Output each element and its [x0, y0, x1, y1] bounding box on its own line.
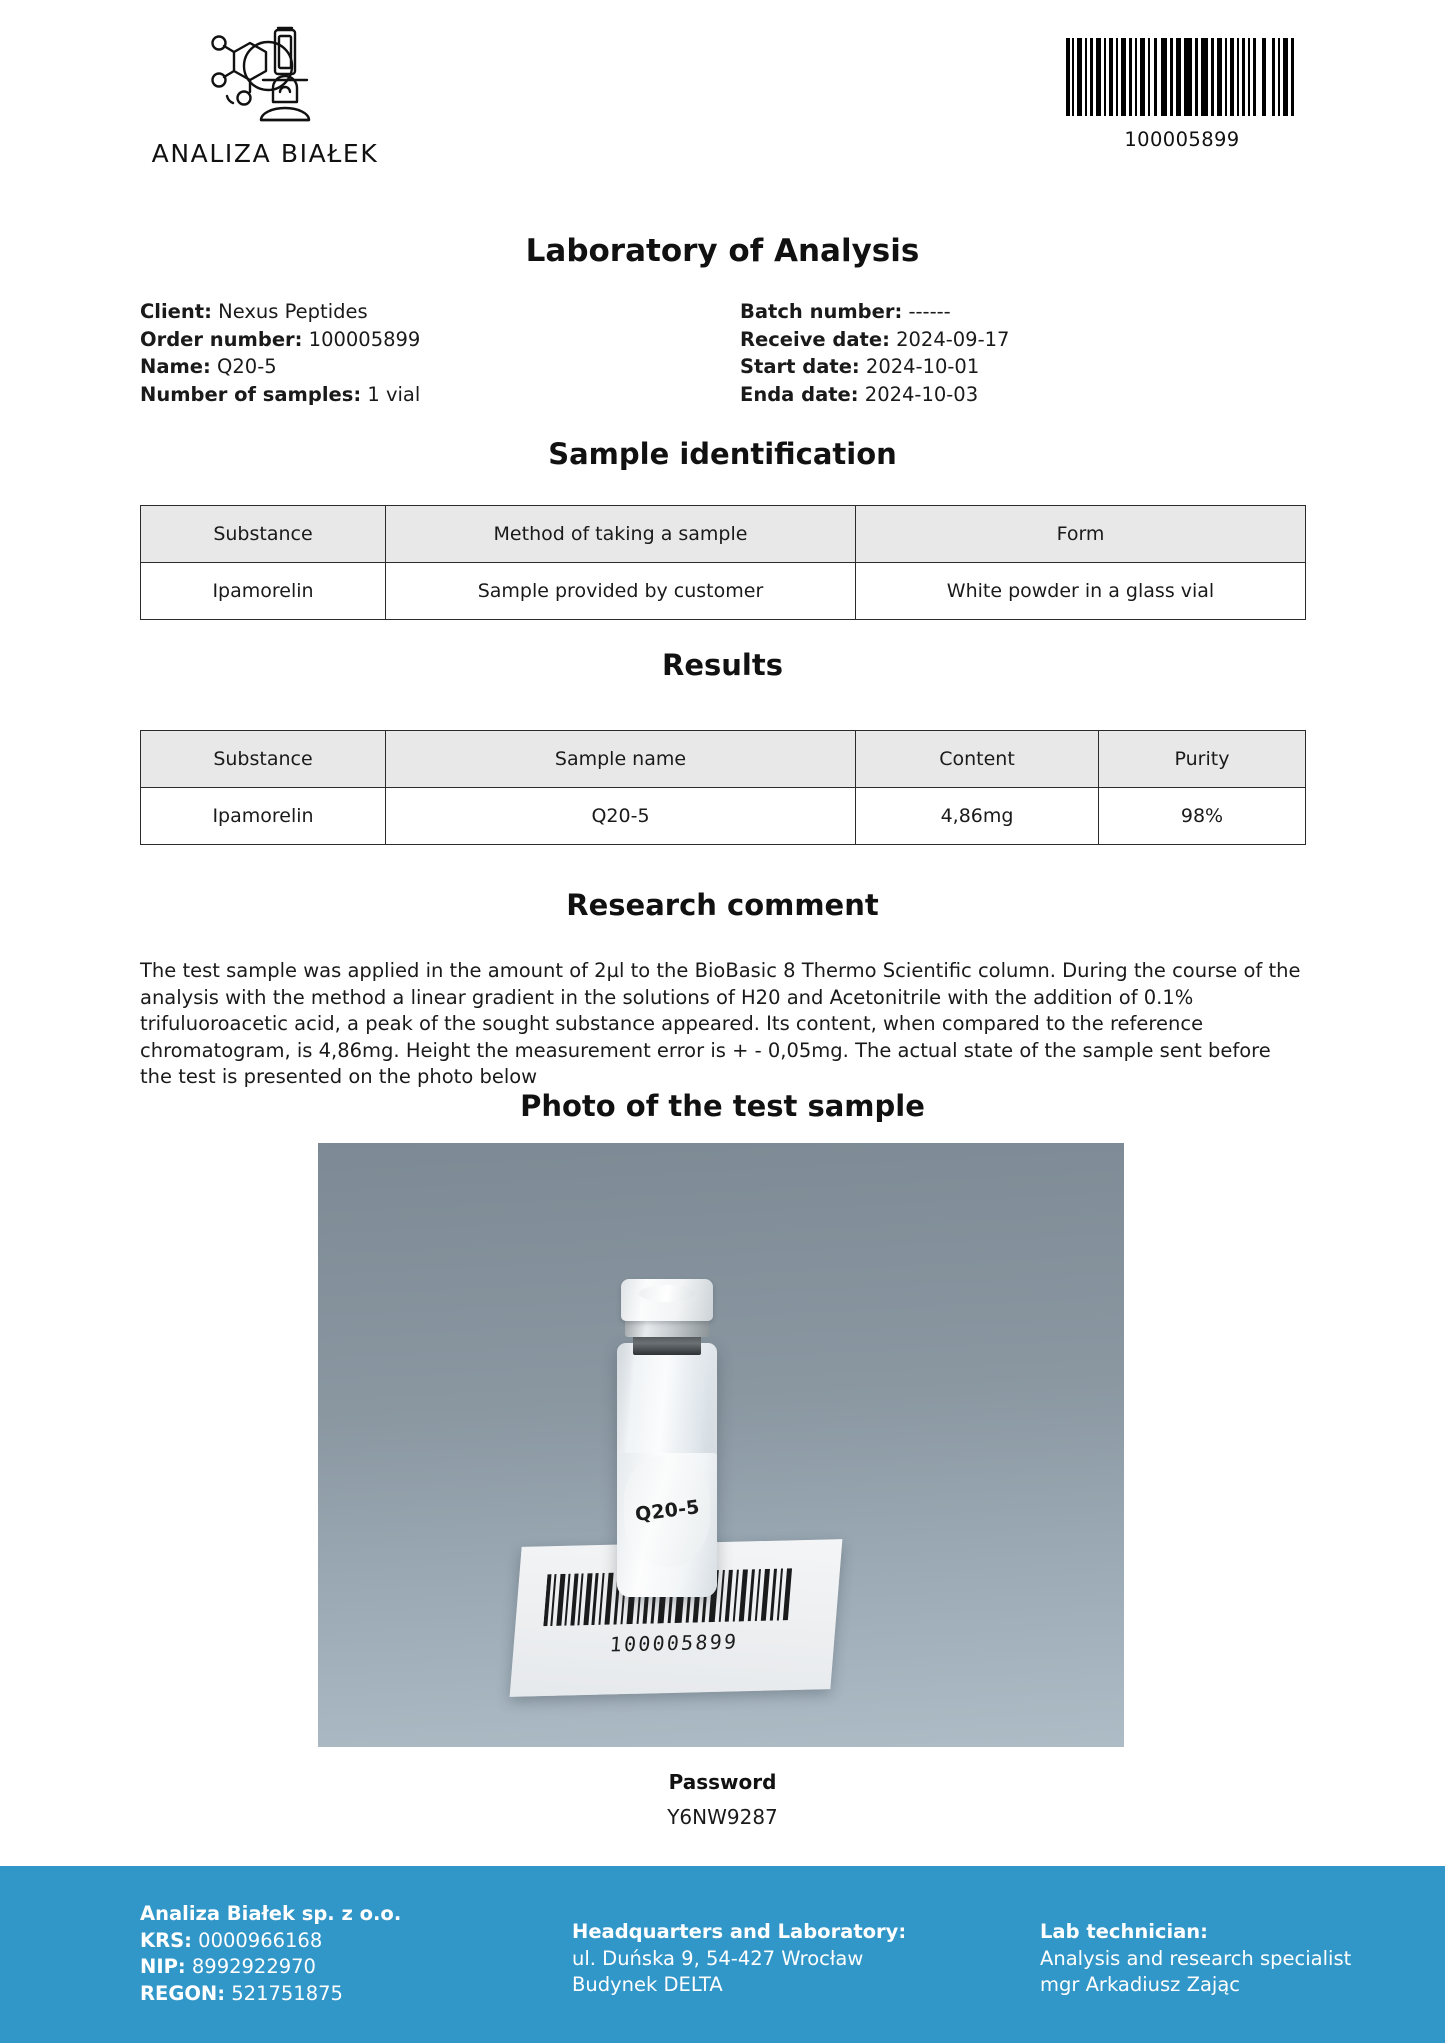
metadata-order-number — [140, 326, 420, 354]
sample-identification-title: Sample identification — [548, 437, 897, 471]
footer-regon-value: 521751875 — [231, 1981, 343, 2005]
cell-form: White powder in a glass vial — [856, 563, 1306, 620]
footer-regon — [140, 1981, 401, 2008]
metadata-receive-date — [740, 326, 1009, 354]
barcode-number: 100005899 — [1124, 128, 1240, 151]
order-metadata — [0, 298, 1445, 408]
password-value: Y6NW9287 — [667, 1805, 778, 1829]
footer-company-name-text: Analiza Białek sp. z o.o. — [140, 1902, 402, 1925]
metadata-order-number-label: Order number: — [140, 327, 303, 351]
footer-address-column — [572, 1919, 906, 1999]
footer-address-title — [572, 1919, 906, 1946]
molecule-microscope-icon — [200, 22, 330, 130]
cell-sample-name: Q20-5 — [386, 788, 856, 845]
column-header-content: Content — [856, 731, 1099, 788]
company-logo — [140, 22, 390, 168]
footer-krs-label: KRS: — [140, 1928, 192, 1952]
table-header-row — [141, 506, 1306, 563]
cell-content: 4,86mg — [856, 788, 1099, 845]
table-row — [141, 563, 1306, 620]
footer-technician-name: mgr Arkadiusz Zając — [1040, 1973, 1240, 1996]
footer-address-line1: ul. Duńska 9, 54-427 Wrocław — [572, 1946, 864, 1970]
metadata-end-date-label: Enda date: — [740, 382, 859, 406]
photo-barcode-number: 100005899 — [608, 1629, 740, 1657]
column-header-purity: Purity — [1099, 731, 1306, 788]
metadata-order-number-value: 100005899 — [308, 327, 421, 351]
document-footer — [0, 1866, 1445, 2043]
footer-technician-title-text: Lab technician: — [1040, 1920, 1208, 1943]
metadata-right-column — [740, 298, 1009, 408]
column-header-sample-name: Sample name — [386, 731, 856, 788]
metadata-start-date — [740, 353, 1009, 381]
sample-photo — [318, 1143, 1124, 1747]
metadata-client-value: Nexus Peptides — [218, 300, 368, 323]
table-header-row — [141, 731, 1306, 788]
metadata-end-date — [740, 381, 1009, 409]
barcode-icon — [1066, 38, 1298, 116]
page-title: Laboratory of Analysis — [525, 233, 920, 269]
vial-cap-top — [639, 1285, 695, 1302]
column-header-substance: Substance — [141, 731, 386, 788]
cell-substance: Ipamorelin — [141, 788, 386, 845]
metadata-name-label: Name: — [140, 355, 211, 378]
logo-wordmark: ANALIZA BIAŁEK — [151, 139, 379, 168]
footer-technician-title — [1040, 1919, 1351, 1946]
metadata-number-of-samples-label: Number of samples: — [140, 382, 362, 406]
metadata-name-value: Q20-5 — [217, 355, 277, 378]
table-row — [141, 788, 1306, 845]
column-header-substance: Substance — [141, 506, 386, 563]
footer-nip — [140, 1954, 401, 1981]
footer-address-line2: Budynek DELTA — [572, 1973, 723, 1996]
research-comment-title: Research comment — [566, 888, 879, 922]
footer-krs-value: 0000966168 — [198, 1928, 323, 1952]
metadata-client — [140, 298, 420, 326]
vial-label-text: Q20-5 — [633, 1496, 701, 1526]
results-title: Results — [662, 648, 783, 682]
column-header-method: Method of taking a sample — [386, 506, 856, 563]
header-barcode — [1062, 38, 1302, 151]
vial-flip-cap — [621, 1279, 713, 1321]
metadata-number-of-samples-value: 1 vial — [367, 382, 421, 406]
footer-technician-role: Analysis and research specialist — [1040, 1946, 1352, 1970]
footer-company-name — [140, 1901, 401, 1928]
results-table — [140, 730, 1306, 845]
footer-company-column — [140, 1901, 401, 2007]
cell-substance: Ipamorelin — [141, 563, 386, 620]
metadata-end-date-value: 2024-10-03 — [864, 382, 979, 406]
footer-nip-label: NIP: — [140, 1955, 186, 1978]
footer-regon-label: REGON: — [140, 1981, 226, 2005]
sample-identification-table-wrap — [140, 505, 1305, 620]
metadata-batch-number-label: Batch number: — [740, 300, 903, 323]
sample-identification-table — [140, 505, 1306, 620]
footer-krs — [140, 1928, 401, 1955]
footer-nip-value: 8992922970 — [191, 1955, 316, 1978]
metadata-batch-number-value: ------ — [908, 300, 951, 323]
vial-label — [624, 1455, 710, 1567]
footer-technician-column — [1040, 1919, 1351, 1999]
metadata-number-of-samples — [140, 381, 420, 409]
footer-address-title-text: Headquarters and Laboratory: — [572, 1920, 907, 1943]
metadata-start-date-value: 2024-10-01 — [865, 355, 980, 378]
research-comment-text: The test sample was applied in the amount of 2µl to the BioBasic 8 Thermo Scientific column. During the course of the analysis with the method a linear gradient in the solutions of H20 and Acetonitrile with the addition of 0.1% trifuluoroacetic acid, a peak of the sought substance appeared. Its content, when compared to the reference chromatogram, is 4,86mg. Height the measurement error is + - 0,05mg. The actual state of the sample sent before the test is presented on the photo below — [140, 959, 1301, 1088]
metadata-batch-number — [740, 298, 1009, 326]
metadata-client-label: Client: — [140, 300, 212, 323]
column-header-form: Form — [856, 506, 1306, 563]
cell-method: Sample provided by customer — [386, 563, 856, 620]
photo-section-title: Photo of the test sample — [520, 1089, 925, 1123]
sample-vial — [611, 1277, 723, 1597]
metadata-start-date-label: Start date: — [740, 355, 860, 378]
metadata-receive-date-label: Receive date: — [740, 327, 890, 351]
cell-purity: 98% — [1099, 788, 1306, 845]
results-table-wrap — [140, 730, 1305, 845]
document-header — [0, 0, 1445, 200]
metadata-name — [140, 353, 420, 381]
password-label: Password — [668, 1770, 777, 1794]
metadata-receive-date-value: 2024-09-17 — [896, 327, 1010, 351]
metadata-left-column — [140, 298, 420, 408]
